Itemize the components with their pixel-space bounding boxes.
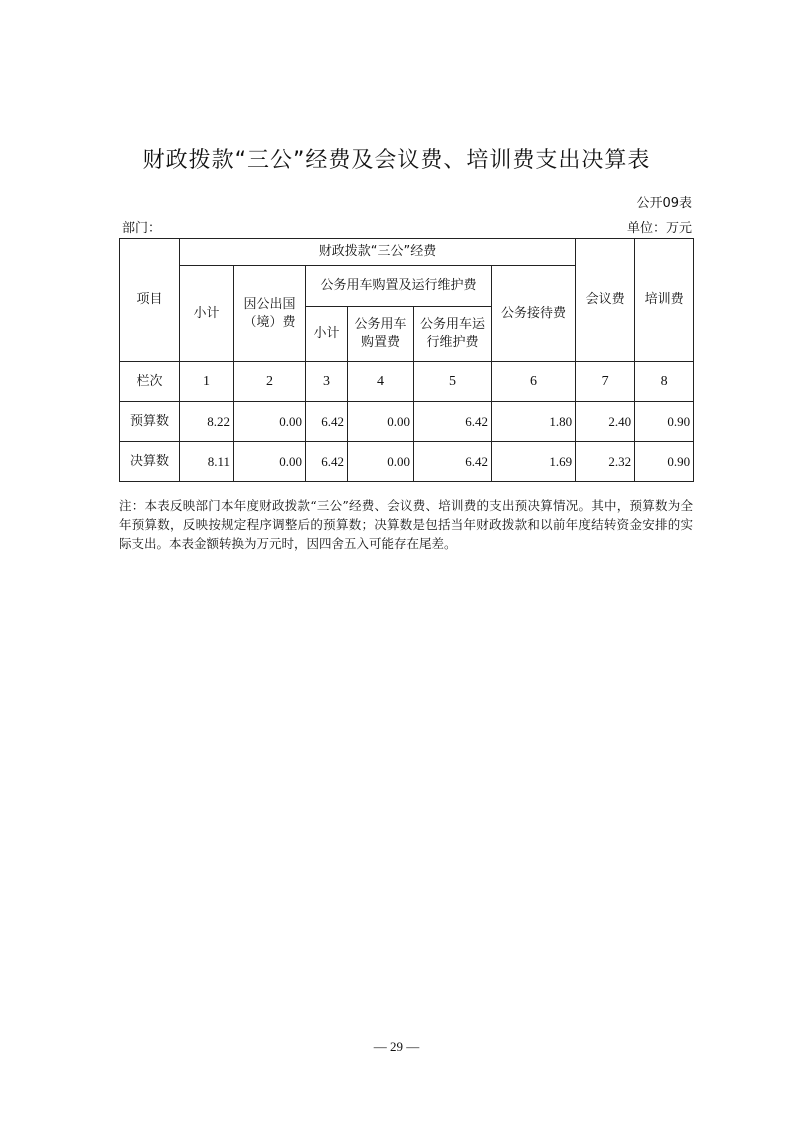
table-note: 注：本表反映部门本年度财政拨款“三公”经费、会议费、培训费的支出预决算情况。其中，预算数为全年预算数，反映按规定程序调整后的预算数；决算数是包括当年财政拨款和以前年度结转资金安排的实际支出。本表金额转换为万元时，因四舍五入可能存在尾差。 [119, 498, 693, 551]
column-index: 2 [234, 362, 306, 402]
cell-value: 0.00 [348, 442, 414, 482]
header-subtotal: 小计 [180, 266, 234, 362]
header-meeting: 会议费 [576, 239, 635, 362]
page-number: — 29 — [373, 1039, 420, 1054]
column-index: 5 [414, 362, 492, 402]
column-index: 6 [492, 362, 576, 402]
cell-value: 8.22 [180, 402, 234, 442]
header-reception: 公务接待费 [492, 266, 576, 362]
column-index: 7 [576, 362, 635, 402]
cell-value: 0.90 [635, 442, 694, 482]
cell-value: 1.69 [492, 442, 576, 482]
column-index: 3 [306, 362, 348, 402]
column-index: 8 [635, 362, 694, 402]
header-abroad: 因公出国（境）费 [234, 266, 306, 362]
page-title: 财政拨款“三公”经费及会议费、培训费支出决算表 [142, 148, 651, 173]
cell-value: 2.32 [576, 442, 635, 482]
header-vehicle-purchase: 公务用车购置费 [348, 307, 414, 362]
cell-value: 8.11 [180, 442, 234, 482]
row-label: 决算数 [120, 442, 180, 482]
cell-value: 6.42 [414, 442, 492, 482]
cell-value: 0.00 [348, 402, 414, 442]
header-item: 项目 [120, 239, 180, 362]
column-index: 4 [348, 362, 414, 402]
form-code: 公开09表 [636, 196, 692, 211]
table-row-columns [120, 362, 694, 402]
cell-value: 0.00 [234, 402, 306, 442]
cell-value: 1.80 [492, 402, 576, 442]
cell-value: 0.90 [635, 402, 694, 442]
table-row-budget [120, 402, 694, 442]
header-vehicle-operation: 公务用车运行维护费 [414, 307, 492, 362]
cell-value: 2.40 [576, 402, 635, 442]
row-label: 栏次 [120, 362, 180, 402]
column-index: 1 [180, 362, 234, 402]
expenditure-table [119, 238, 694, 482]
cell-value: 0.00 [234, 442, 306, 482]
header-vehicle: 公务用车购置及运行维护费 [306, 266, 492, 307]
cell-value: 6.42 [306, 402, 348, 442]
header-three-public: 财政拨款“三公”经费 [180, 239, 576, 266]
cell-value: 6.42 [306, 442, 348, 482]
table-row-final [120, 442, 694, 482]
unit-label: 单位：万元 [626, 221, 692, 236]
header-vehicle-subtotal: 小计 [306, 307, 348, 362]
department-label: 部门： [122, 221, 162, 236]
row-label: 预算数 [120, 402, 180, 442]
cell-value: 6.42 [414, 402, 492, 442]
header-training: 培训费 [635, 239, 694, 362]
